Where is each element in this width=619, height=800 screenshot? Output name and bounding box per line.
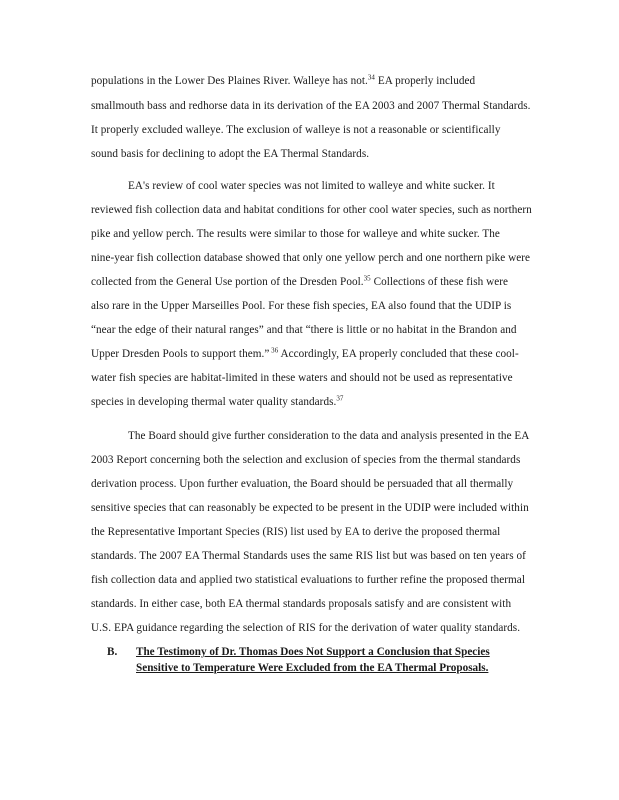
p2-line-4: nine-year fish collection database showed that only one yellow perch and one northern pike were [91,252,531,264]
p2-line-1: EA's review of cool water species was not limited to walleye and white sucker. It [128,180,495,192]
p1-line-1: populations in the Lower Des Plaines River. Walleye has not.$^{34}$ EA properly included [91,73,476,87]
p3-line-3: derivation process. Upon further evaluation, the Board should be persuaded that all thermally [91,478,514,490]
p3-line-9: U.S. EPA guidance regarding the selection of RIS for the derivation of water quality standards. [91,622,521,634]
p3-line-2: 2003 Report concerning both the selection and exclusion of species from the thermal standards [91,454,521,466]
p3-line-4: sensitive species that can reasonably be expected to be present in the UDIP were included within [91,502,529,514]
p2-line-10: species in developing thermal water quality standards.$^{37}$ [91,394,344,408]
p2-line-3: pike and yellow perch. The results were similar to those for walleye and white sucker. The [91,228,500,240]
p1-line-3: It properly excluded walleye. The exclusion of walleye is not a reasonable or scientifically [91,124,501,136]
p3-line-1: The Board should give further consideration to the data and analysis presented in the EA [128,430,530,442]
p1-line-2: smallmouth bass and redhorse data in its derivation of the EA 2003 and 2007 Thermal Standards. [91,100,531,112]
p2-line-7: “near the edge of their natural ranges” and that “there is little or no habitat in the Brandon and [91,324,517,336]
p1-line-4: sound basis for declining to adopt the EA Thermal Standards. [91,148,370,160]
section-heading-line-2: Sensitive to Temperature Were Excluded from the EA Thermal Proposals. [136,662,489,674]
p2-line-2: reviewed fish collection data and habitat conditions for other cool water species, such as northern [91,204,532,216]
p3-line-6: standards. The 2007 EA Thermal Standards uses the same RIS list but was based on ten years of [91,550,526,562]
p2-line-5: collected from the General Use portion of the Dresden Pool.$^{35}$ Collections of these fish were [91,274,509,288]
p3-line-8: standards. In either case, both EA thermal standards proposals satisfy and are consistent with [91,598,512,610]
p2-line-6: also rare in the Upper Marseilles Pool. For these fish species, EA also found that the UDIP is [91,300,512,312]
section-heading-line-1: The Testimony of Dr. Thomas Does Not Support a Conclusion that Species [136,646,490,658]
footnote-ref-35: 35 [363,274,371,283]
footnote-ref-37: 37 [336,394,344,403]
p2-line-8: Upper Dresden Pools to support them.” $^{36}$ Accordingly, EA properly concluded that these cool- [91,346,519,360]
p3-line-7: fish collection data and applied two statistical evaluations to further refine the proposed thermal [91,574,525,586]
section-letter: B. [107,646,118,658]
p2-line-9: water fish species are habitat-limited in these waters and should not be used as representative [91,372,513,384]
footnote-ref-34: 34 [367,73,375,82]
footnote-ref-36: 36 [269,346,279,355]
p3-line-5: the Representative Important Species (RIS) list used by EA to derive the proposed thermal [91,526,501,538]
